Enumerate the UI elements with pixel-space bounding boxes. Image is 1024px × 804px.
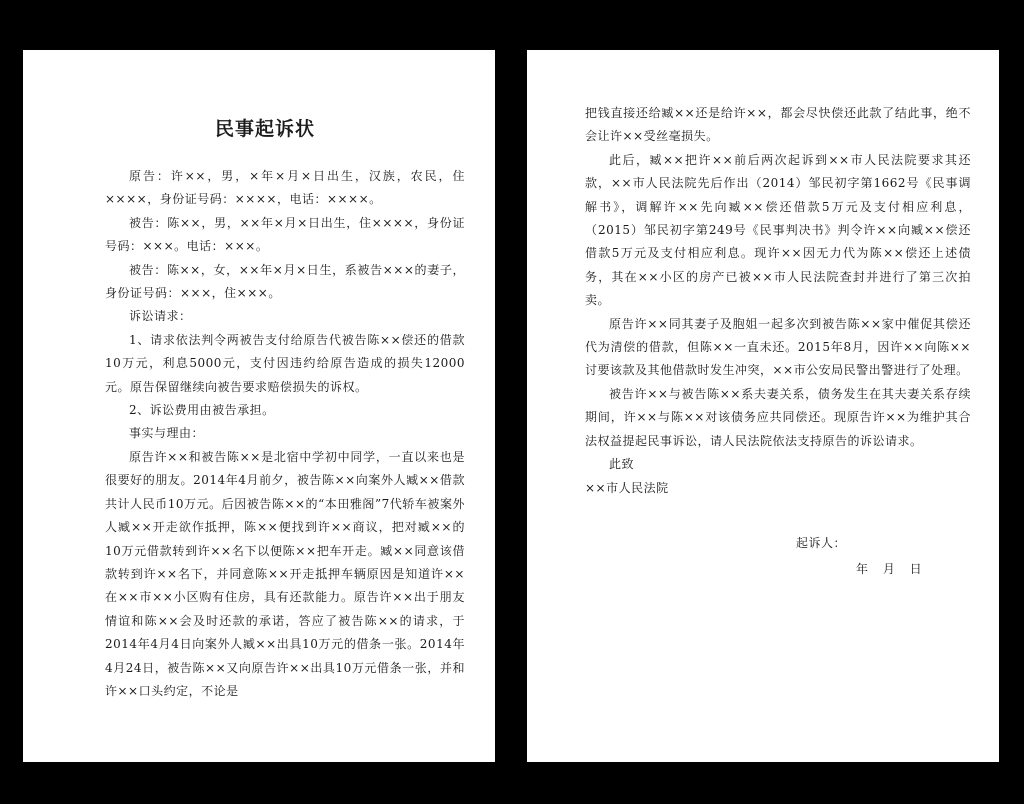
defendant-2-info: 被告：陈××，女，××年×月×日生，系被告×××的妻子，身份证号码：×××，住×××。 [105,262,465,301]
facts-heading: 事实与理由： [129,426,205,441]
complaint-page-2 [527,50,999,762]
document-title: 民事起诉状 [214,118,315,140]
facts-paragraph-4: 被告许××与被告陈××系夫妻关系，债务发生在其夫妻关系存续期间，许××与陈××对该债务应共同偿还。现原告许××为维护其合法权益提起民事诉讼，请人民法院依法支持原告的诉讼请求。 [585,386,971,448]
signature-date: 年 月 日 [856,561,923,576]
claims-heading: 诉讼请求： [129,309,192,324]
facts-paragraph-3: 原告许××同其妻子及胞姐一起多次到被告陈××家中催促其偿还代为清偿的借款，但陈××一直未还。2015年8月，因许××向陈××讨要该款及其他借款时发生冲突，××市公安局民警出警进行了处理。 [585,316,971,378]
closing-salutation: 此致 [609,457,635,472]
signature-block [585,532,971,583]
plaintiff-info: 原告：许××，男，×年×月×日出生，汉族，农民，住××××，身份证号码：××××，电话：××××。 [105,169,465,207]
defendant-1-info: 被告：陈××，男，××年×月×日出生，住××××，身份证号码：×××。电话：×××。 [105,215,465,254]
facts-paragraph-2: 此后，臧××把许××前后两次起诉到××市人民法院要求其还款，××市人民法院先后作出（2014）邹民初字第1662号《民事调解书》，调解许××先向臧××偿还借款5万元及支付相应利息，（2015）邹民初字第249号《民事判决书》判令许××向臧××偿还借款5万元及支付相应利息。现许××因无力代为陈××偿还上述债务，其在××小区的房产已被××市人民法院查封并进行了第三次拍卖。 [585,152,971,308]
claim-1: 1、请求依法判令两被告支付给原告代被告陈××偿还的借款10万元，利息5000元，支付因违约给原告造成的损失12000元。原告保留继续向被告要求赔偿损失的诉权。 [105,332,465,394]
facts-paragraph-1-continued: 把钱直接还给臧××还是给许××，都会尽快偿还此款了结此事，绝不会让许××受丝毫损失。 [585,106,971,144]
claim-2: 2、诉讼费用由被告承担。 [129,403,275,418]
court-addressee: ××市人民法院 [585,480,669,495]
facts-paragraph-1: 原告许××和被告陈××是北宿中学初中同学，一直以来也是很要好的朋友。2014年4月前夕，被告陈××向案外人臧××借款共计人民币10万元。后因被告陈××的“本田雅阁”7代轿车被案外人臧××开走欲作抵押，陈××便找到许××商议，把对臧××的10万元借款转到许××名下以便陈××把车开走。臧××同意该借款转到许××名下，并同意陈××开走抵押车辆原因是知道许××在××市××小区购有住房，具有还款能力。原告许××出于朋友情谊和陈××会及时还款的承诺，答应了被告陈××的请求，于2014年4月4日向案外人臧××出具10万元的借条一张。2014年4月24日，被告陈××又向原告许××出具10万元借条一张，并和许××口头约定，不论是 [105,449,465,698]
complaint-page-1 [23,50,495,762]
plaintiff-signature-label: 起诉人： [796,535,847,550]
